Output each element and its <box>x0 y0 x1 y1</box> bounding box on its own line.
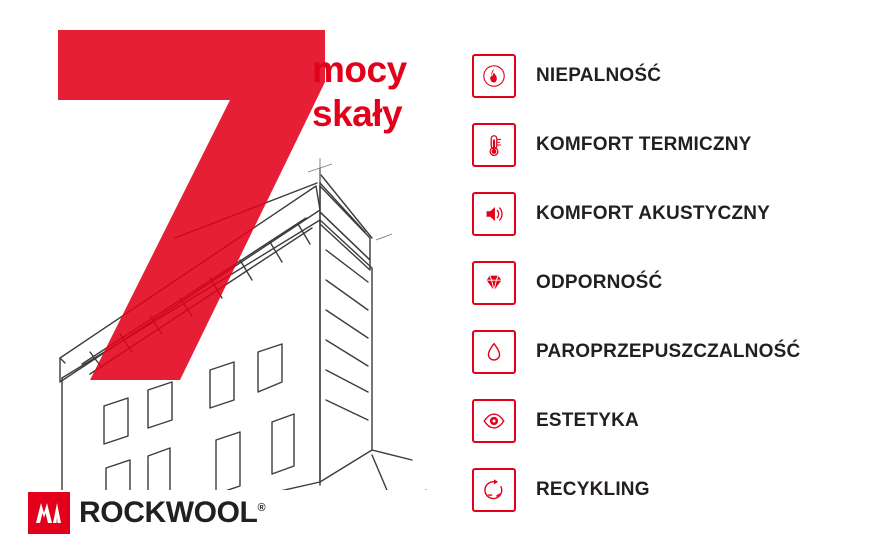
feature-label: ODPORNOŚĆ <box>536 271 663 293</box>
feature-label: NIEPALNOŚĆ <box>536 64 662 86</box>
feature-item-estetyka <box>472 397 872 444</box>
brand-logo <box>28 492 265 534</box>
feature-item-recykling <box>472 466 872 513</box>
feature-label: RECYKLING <box>536 478 650 500</box>
feature-item-komfort-akustyczny <box>472 190 872 237</box>
rockwool-logo-mark-icon <box>28 492 70 534</box>
flame-icon <box>472 54 516 98</box>
feature-item-paroprzepuszczalnosc <box>472 328 872 375</box>
diamond-icon <box>472 261 516 305</box>
eye-icon <box>472 399 516 443</box>
feature-label: PAROPRZEPUSZCZALNOŚĆ <box>536 340 801 362</box>
water-drop-icon <box>472 330 516 374</box>
number-seven-graphic <box>30 10 360 380</box>
speaker-sound-icon <box>472 192 516 236</box>
feature-label: KOMFORT TERMICZNY <box>536 133 752 155</box>
headline-slogan <box>312 48 452 135</box>
brand-name: ROCKWOOL <box>79 496 258 529</box>
registered-trademark-icon: ® <box>257 502 266 514</box>
feature-item-komfort-termiczny <box>472 121 872 168</box>
feature-label: ESTETYKA <box>536 409 639 431</box>
feature-item-niepalnosc <box>472 52 872 99</box>
thermometer-icon <box>472 123 516 167</box>
feature-item-odpornosc <box>472 259 872 306</box>
feature-label: KOMFORT AKUSTYCZNY <box>536 202 771 224</box>
slogan-line-2: skały <box>312 92 403 134</box>
feature-list <box>472 52 872 535</box>
recycling-icon <box>472 468 516 512</box>
brand-wordmark <box>79 496 265 530</box>
slogan-line-1: mocy <box>312 49 407 90</box>
